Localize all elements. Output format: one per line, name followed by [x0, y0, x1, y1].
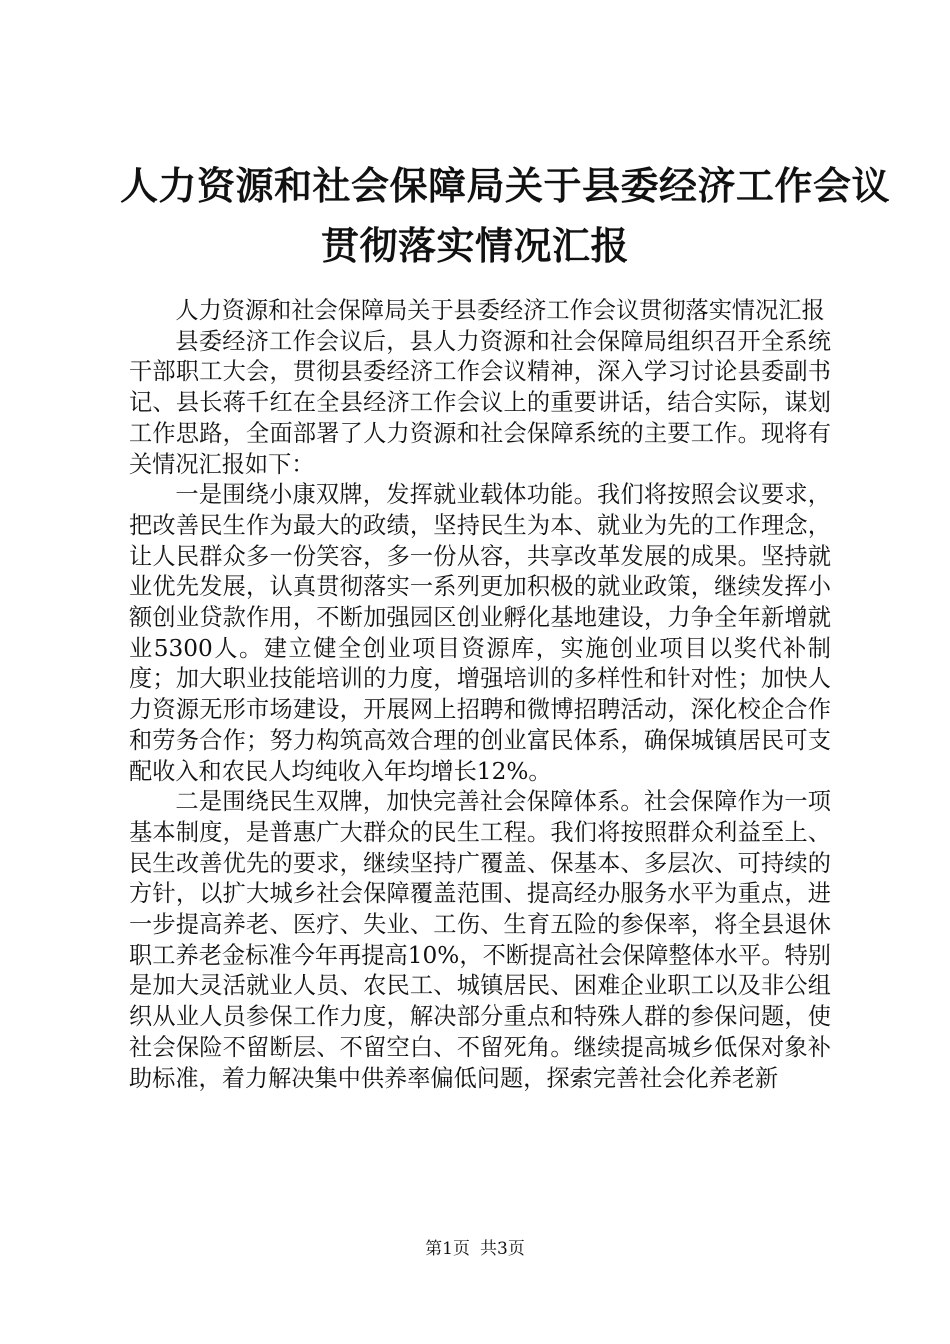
document-title-line-2: 贯彻落实情况汇报 [320, 223, 629, 268]
body-paragraph-heading: 人力资源和社会保障局关于县委经济工作会议贯彻落实情况汇报 [175, 297, 825, 324]
document-title-line-1: 人力资源和社会保障局关于县委经济工作会议 [120, 163, 891, 208]
body-paragraph-intro: 县委经济工作会议后，县人力资源和社会保障局组织召开全系统干部职工大会，贯彻县委经济工作会议精神，深入学习讨论县委副书记、县长蒋千红在全县经济工作会议上的重要讲话，结合实际，谋划工作思路，全面部署了人力资源和社会保障系统的主要工作。现将有关情况汇报如下： [129, 327, 831, 478]
page-footer [0, 1241, 950, 1258]
body-paragraph-social-security: 二是围绕民生双牌，加快完善社会保障体系。社会保障作为一项基本制度，是普惠广大群众的民生工程。我们将按照群众利益至上、民生改善优先的要求，继续坚持广覆盖、保基本、多层次、可持续的方针，以扩大城乡社会保障覆盖范围、提高经办服务水平为重点，进一步提高养老、医疗、失业、工伤、生育五险的参保率，将全县退休职工养老金标准今年再提高10%，不断提高社会保障整体水平。特别是加大灵活就业人员、农民工、城镇居民、困难企业职工以及非公组织从业人员参保工作力度，解决部分重点和特殊人群的参保问题，使社会保险不留断层、不留空白、不留死角。继续提高城乡低保对象补助标准，着力解决集中供养率偏低问题，探索完善社会化养老新 [129, 788, 831, 1092]
body-paragraph-employment: 一是围绕小康双牌，发挥就业载体功能。我们将按照会议要求，把改善民生作为最大的政绩，坚持民生为本、就业为先的工作理念，让人民群众多一份笑容，多一份从容，共享改革发展的成果。坚持就业优先发展，认真贯彻落实一系列更加积极的就业政策，继续发挥小额创业贷款作用，不断加强园区创业孵化基地建设，力争全年新增就业5300人。建立健全创业项目资源库，实施创业项目以奖代补制度；加大职业技能培训的力度，增强培训的多样性和针对性；加快人力资源无形市场建设，开展网上招聘和微博招聘活动，深化校企合作和劳务合作；努力构筑高效合理的创业富民体系，确保城镇居民可支配收入和农民人均纯收入年均增长12%。 [129, 481, 831, 785]
page-total: 共3页 [480, 1239, 525, 1259]
document-body [129, 296, 831, 1094]
page-number: 第1页 [425, 1239, 470, 1259]
